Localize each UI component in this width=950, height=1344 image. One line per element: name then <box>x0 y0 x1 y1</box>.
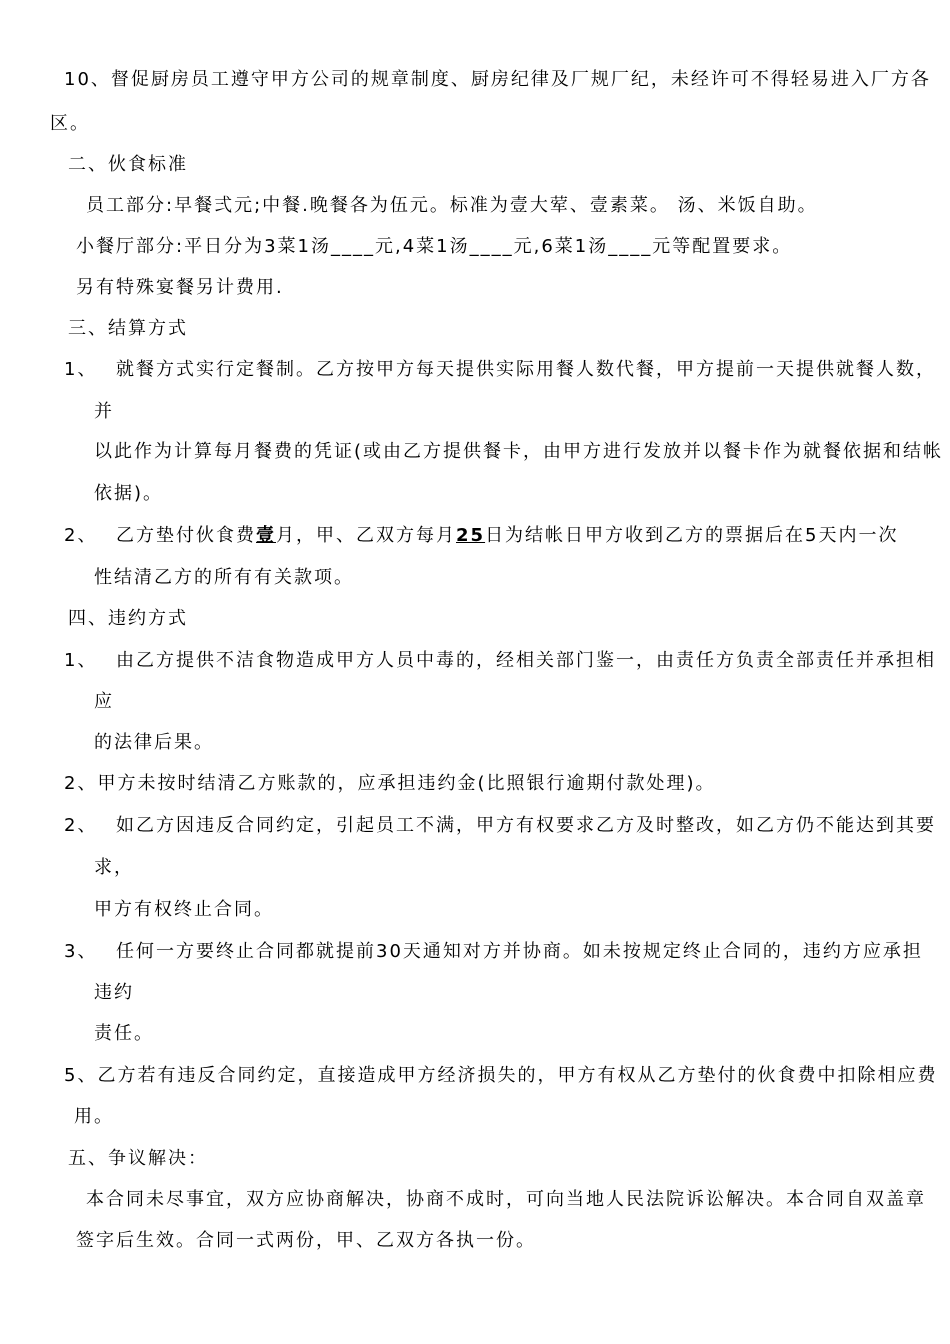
breach-item-2-late-payment: 2、甲方未按时结清乙方账款的，应承担违约金(比照银行逾期付款处理)。 <box>64 773 716 794</box>
settlement-item-2-line-2: 性结清乙方的所有有关款项。 <box>94 567 354 588</box>
section-heading-breach: 四、违约方式 <box>68 608 188 629</box>
settlement-item-1-line-1: 1、 就餐方式实行定餐制。乙方按甲方每天提供实际用餐人数代餐，甲方提前一天提供就餐人数， <box>64 359 936 380</box>
staff-meal-standard: 员工部分:早餐弍元;中餐.晚餐各为伍元。标准为壹大荤、壹素菜。 汤、米饭自助。 <box>86 195 818 216</box>
breach-item-3-line-2: 违约 <box>94 982 134 1003</box>
breach-item-2b-line-1: 2、 如乙方因违反合同约定，引起员工不满，甲方有权要求乙方及时整改，如乙方仍不能达到其要 <box>64 815 936 836</box>
breach-item-2b-line-3: 甲方有权终止合同。 <box>94 899 274 920</box>
advance-months-value: 壹 <box>256 525 276 546</box>
breach-item-1-line-1: 1、 由乙方提供不洁食物造成甲方人员中毒的，经相关部门鉴一，由责任方负责全部责任并承担相 <box>64 650 936 671</box>
dispute-clause-line-1: 本合同未尽事宜，双方应协商解决，协商不成时，可向当地人民法院诉讼解决。本合同自双盖章 <box>86 1189 926 1210</box>
section-heading-dispute: 五、争议解决： <box>68 1148 208 1169</box>
section-heading-settlement: 三、结算方式 <box>68 318 188 339</box>
breach-item-2b-line-2: 求， <box>94 857 134 878</box>
small-dining-room-standard: 小餐厅部分:平日分为3菜1汤____元,4菜1汤____元,6菜1汤____元等配置要求。 <box>76 236 793 257</box>
settlement-item-1-line-4: 依据)。 <box>94 483 164 504</box>
section-heading-food-standard: 二、伙食标准 <box>68 154 188 175</box>
special-banquet-note: 另有特殊宴餐另计费用. <box>76 277 284 298</box>
settlement-item-1-line-3: 以此作为计算每月餐费的凭证(或由乙方提供餐卡，由甲方进行发放并以餐卡作为就餐依据和结帐 <box>94 441 944 462</box>
clause-10-line-2: 区。 <box>50 113 90 134</box>
settlement-day-value: 25 <box>456 525 486 546</box>
breach-item-5-line-1: 5、乙方若有违反合同约定，直接造成甲方经济损失的，甲方有权从乙方垫付的伙食费中扣除相应费 <box>64 1065 938 1086</box>
breach-item-1-line-3: 的法律后果。 <box>94 732 214 753</box>
breach-item-5-line-2: 用。 <box>74 1106 114 1127</box>
breach-item-3-line-3: 责任。 <box>94 1023 154 1044</box>
clause-10-line-1: 10、督促厨房员工遵守甲方公司的规章制度、厨房纪律及厂规厂纪，未经许可不得轻易进入厂方各 <box>64 69 931 90</box>
breach-item-3-line-1: 3、 任何一方要终止合同都就提前30天通知对方并协商。如未按规定终止合同的，违约方应承担 <box>64 941 923 962</box>
settlement-item-2-line-1: 2、 乙方垫付伙食费壹月，甲、乙双方每月25日为结帐日甲方收到乙方的票据后在5天内一次 <box>64 525 899 546</box>
dispute-clause-line-2: 签字后生效。合同一式两份，甲、乙双方各执一份。 <box>76 1230 536 1251</box>
breach-item-1-line-2: 应 <box>94 691 114 712</box>
settlement-item-1-line-2: 并 <box>94 401 114 422</box>
